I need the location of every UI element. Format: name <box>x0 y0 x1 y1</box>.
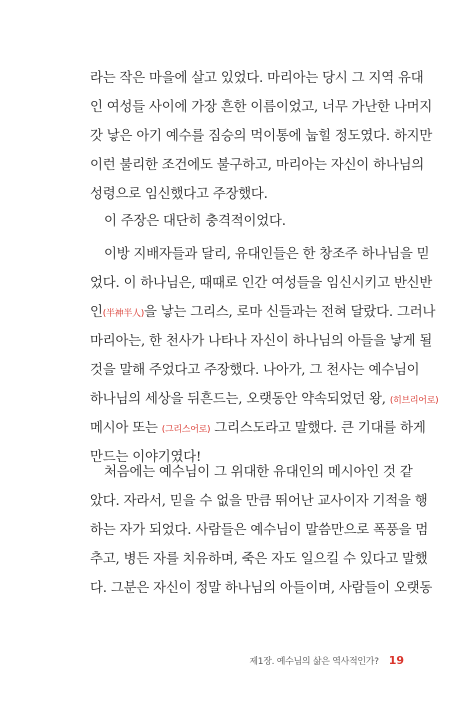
text-line <box>90 487 428 516</box>
text-line <box>90 516 429 545</box>
text-run: 인 <box>90 305 103 320</box>
text-run: 갓 낳은 아기 예수를 짐승의 먹이통에 눕힐 정도였다. 하지만 <box>90 129 433 144</box>
paragraph-1 <box>90 64 433 209</box>
page-footer <box>249 650 404 668</box>
text-run: 하는 자가 되었다. 사람들은 예수님이 말씀만으로 폭풍을 멈 <box>90 523 429 538</box>
language-annotation: (히브리어로) <box>389 396 439 406</box>
text-run: 추고, 병든 자를 치유하며, 죽은 자도 일으킬 수 있다고 말했 <box>90 552 428 567</box>
text-run: 마리아는, 한 천사가 나타나 자신이 하나님의 아들을 낳게 될 <box>90 334 433 349</box>
text-line <box>90 93 433 122</box>
text-run: 이런 불리한 조건에도 불구하고, 마리아는 자신이 하나님의 <box>90 158 425 173</box>
text-line <box>90 122 433 151</box>
text-line <box>90 356 420 385</box>
text-line <box>90 574 433 603</box>
hanja-annotation: (半神半人) <box>102 309 144 319</box>
text-run: 메시아 또는 <box>90 421 162 436</box>
text-run: 그리스도라고 말했다. 큰 기대를 하게 <box>210 421 426 436</box>
text-run: 처음에는 예수님이 그 위대한 유대인의 메시아인 것 같 <box>104 465 413 480</box>
text-run: 이방 지배자들과 달리, 유대인들은 한 창조주 하나님을 믿 <box>104 247 430 262</box>
text-run: 을 낳는 그리스, 로마 신들과는 전혀 달랐다. 그러나 <box>143 305 436 320</box>
text-run: 았다. 자라서, 믿을 수 없을 만큼 뛰어난 교사이자 기적을 행 <box>90 494 428 509</box>
text-run: 이 주장은 대단히 충격적이었다. <box>104 214 286 229</box>
text-line <box>90 385 439 414</box>
text-run: 인 여성들 사이에 가장 흔한 이름이었고, 너무 가난한 나머지 <box>90 100 433 115</box>
text-line <box>90 240 430 269</box>
paragraph-2 <box>90 207 380 236</box>
text-run: 만드는 이야기였다! <box>90 450 202 465</box>
text-run: 었다. 이 하나님은, 때때로 인간 여성들을 임신시키고 반신반 <box>90 276 433 291</box>
text-line <box>90 298 436 327</box>
text-run: 하나님의 세상을 뒤흔드는, 오랫동안 약속되었던 왕, <box>90 392 390 407</box>
running-head: 제1장. 예수님의 삶은 역사적인가? <box>249 657 379 667</box>
text-run: 것을 말해 주었다고 주장했다. 나아가, 그 천사는 예수님이 <box>90 363 420 378</box>
text-run: 다. 그분은 자신이 정말 하나님의 아들이며, 사람들이 오랫동 <box>90 581 433 596</box>
text-line <box>90 207 380 236</box>
paragraph-3 <box>90 240 439 472</box>
text-line <box>90 545 428 574</box>
paragraph-4 <box>90 458 433 603</box>
text-line <box>90 269 433 298</box>
text-run: 성령으로 임신했다고 주장했다. <box>90 187 268 202</box>
text-line <box>90 180 380 209</box>
language-annotation: (그리스어로) <box>161 425 211 435</box>
text-line <box>90 327 433 356</box>
text-line <box>90 458 413 487</box>
text-run: 라는 작은 마을에 살고 있었다. 마리아는 당시 그 지역 유대 <box>90 71 424 86</box>
text-line <box>90 414 426 443</box>
text-line <box>90 64 424 93</box>
text-line <box>90 151 425 180</box>
page-number: 19 <box>388 654 404 667</box>
